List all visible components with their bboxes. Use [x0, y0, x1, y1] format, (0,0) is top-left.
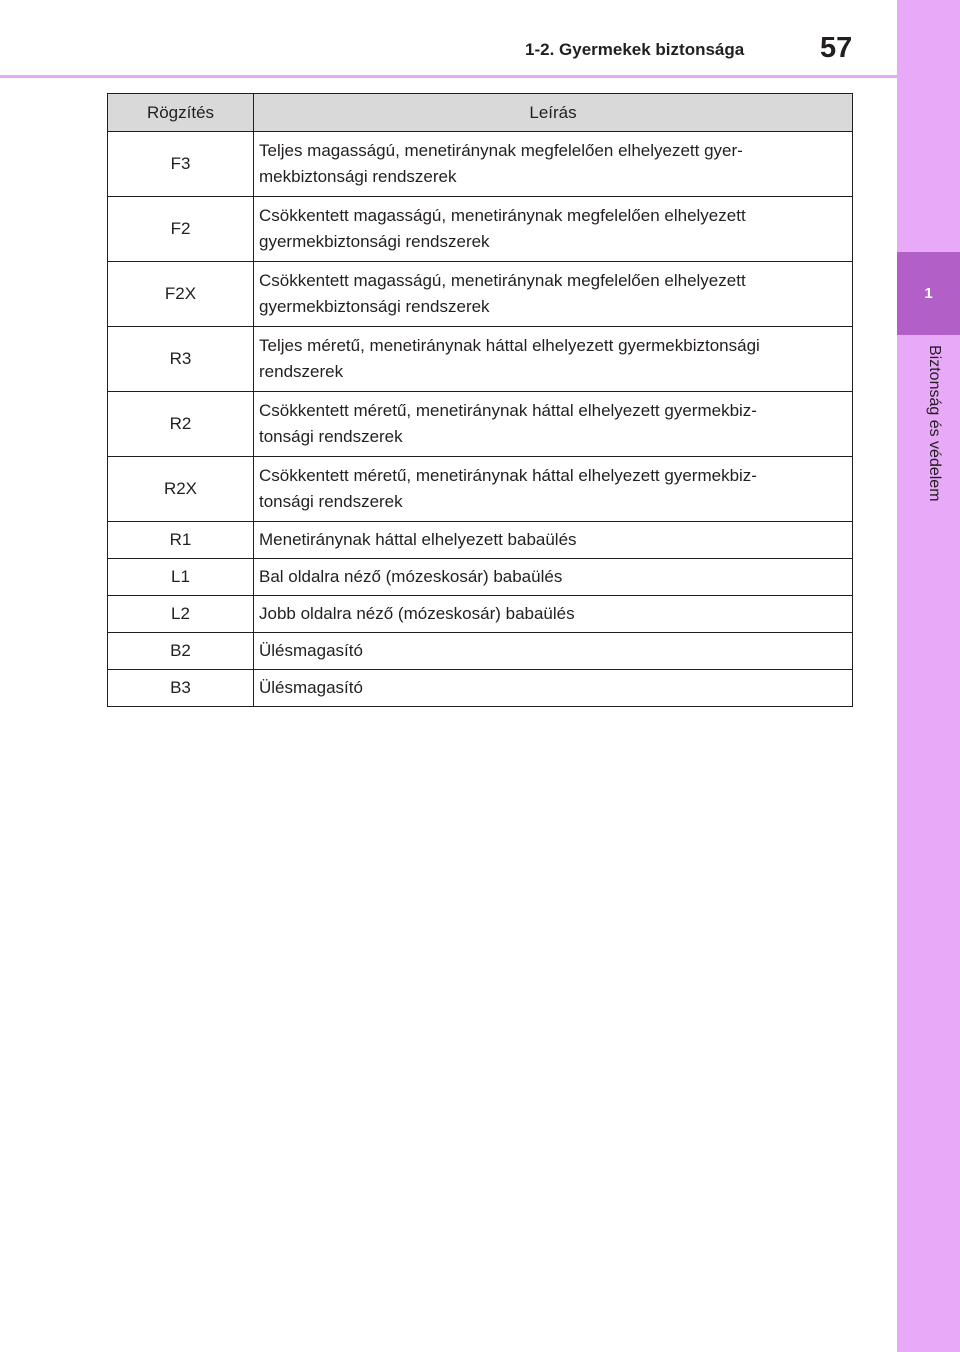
table-row	[108, 522, 853, 559]
child-restraint-fixation-table	[107, 93, 853, 707]
description-cell: Menetiránynak háttal elhelyezett babaülés	[254, 522, 853, 559]
section-title: 1-2. Gyermekek biztonsága	[525, 40, 745, 59]
chapter-number: 1	[924, 285, 933, 302]
table-row	[108, 670, 853, 707]
page-number: 57	[820, 32, 853, 64]
description-cell: Ülésmagasító	[254, 670, 853, 707]
description-cell: Csökkentett méretű, menetiránynak háttal elhelyezett gyermekbiz- tonsági rendszerek	[254, 392, 853, 457]
description-cell: Csökkentett magasságú, menetiránynak megfelelően elhelyezett gyermekbiztonsági rendszerek	[254, 197, 853, 262]
table-header-row	[108, 94, 853, 132]
header-divider	[0, 75, 897, 78]
description-cell: Bal oldalra néző (mózeskosár) babaülés	[254, 559, 853, 596]
description-cell: Csökkentett magasságú, menetiránynak megfelelően elhelyezett gyermekbiztonsági rendszerek	[254, 262, 853, 327]
table-row	[108, 327, 853, 392]
fixation-code-cell: R3	[108, 327, 254, 392]
fixation-code-cell: B3	[108, 670, 254, 707]
fixation-code-cell: F3	[108, 132, 254, 197]
table-body	[108, 132, 853, 707]
fixation-code-cell: F2	[108, 197, 254, 262]
description-cell: Jobb oldalra néző (mózeskosár) babaülés	[254, 596, 853, 633]
column-header-description: Leírás	[254, 94, 853, 132]
chapter-side-tab	[897, 0, 960, 1352]
column-header-fixation: Rögzítés	[108, 94, 254, 132]
table-row	[108, 132, 853, 197]
table-row	[108, 596, 853, 633]
table-row	[108, 392, 853, 457]
table-row	[108, 262, 853, 327]
description-cell: Teljes méretű, menetiránynak háttal elhelyezett gyermekbiztonsági rendszerek	[254, 327, 853, 392]
fixation-code-cell: L1	[108, 559, 254, 596]
table-row	[108, 559, 853, 596]
description-cell: Csökkentett méretű, menetiránynak háttal elhelyezett gyermekbiz- tonsági rendszerek	[254, 457, 853, 522]
table-row	[108, 633, 853, 670]
fixation-code-cell: R2	[108, 392, 254, 457]
description-cell: Ülésmagasító	[254, 633, 853, 670]
table-row	[108, 197, 853, 262]
fixation-code-cell: F2X	[108, 262, 254, 327]
fixation-code-cell: B2	[108, 633, 254, 670]
fixation-code-cell: L2	[108, 596, 254, 633]
chapter-number-box	[897, 252, 960, 335]
table-row	[108, 457, 853, 522]
fixation-code-cell: R1	[108, 522, 254, 559]
chapter-label: Biztonság és védelem	[926, 345, 943, 502]
fixation-code-cell: R2X	[108, 457, 254, 522]
description-cell: Teljes magasságú, menetiránynak megfelelően elhelyezett gyer- mekbiztonsági rendszerek	[254, 132, 853, 197]
